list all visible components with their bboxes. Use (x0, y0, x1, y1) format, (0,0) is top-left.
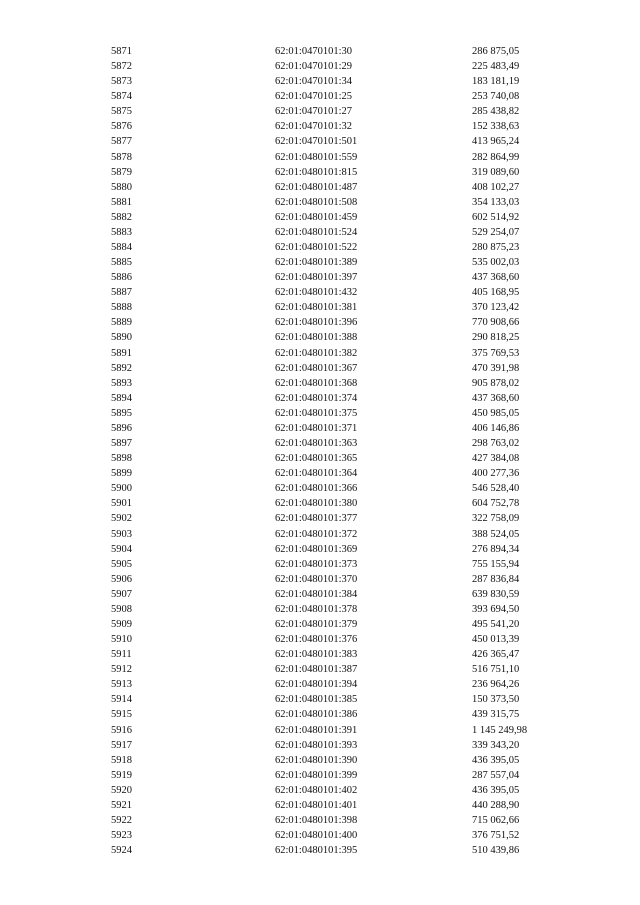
row-number: 5918 (111, 754, 132, 766)
cadastral-value: 529 254,07 (472, 226, 520, 238)
cadastral-number: 62:01:0480101:373 (275, 558, 358, 570)
cadastral-value-table (0, 44, 640, 858)
row-number: 5903 (111, 528, 132, 540)
cadastral-value: 602 514,92 (472, 211, 520, 223)
cadastral-value: 354 133,03 (472, 196, 520, 208)
cadastral-number: 62:01:0480101:396 (275, 317, 358, 329)
cadastral-number: 62:01:0480101:508 (275, 196, 358, 208)
table-row (0, 783, 640, 798)
cadastral-value: 755 155,94 (472, 558, 520, 570)
cadastral-number: 62:01:0480101:487 (275, 181, 358, 193)
cadastral-value: 183 181,19 (472, 76, 520, 88)
table-row (0, 527, 640, 542)
cadastral-number: 62:01:0480101:559 (275, 151, 358, 163)
cadastral-value: 286 875,05 (472, 46, 520, 57)
row-number: 5894 (111, 392, 132, 404)
row-number: 5897 (111, 438, 132, 450)
cadastral-number: 62:01:0480101:377 (275, 513, 358, 525)
cadastral-value: 470 391,98 (472, 362, 520, 374)
cadastral-number: 62:01:0480101:387 (275, 664, 358, 676)
table-row (0, 662, 640, 677)
table-row (0, 466, 640, 481)
cadastral-value: 413 965,24 (472, 136, 520, 148)
cadastral-value: 436 395,05 (472, 754, 520, 766)
cadastral-number: 62:01:0480101:382 (275, 347, 358, 359)
row-number: 5900 (111, 483, 132, 495)
table-row (0, 195, 640, 210)
cadastral-number: 62:01:0470101:34 (275, 76, 353, 88)
cadastral-number: 62:01:0470101:32 (275, 121, 353, 133)
cadastral-number: 62:01:0480101:522 (275, 242, 358, 254)
table-row (0, 511, 640, 526)
cadastral-value: 375 769,53 (472, 347, 520, 359)
cadastral-value: 604 752,78 (472, 498, 520, 510)
row-number: 5898 (111, 453, 132, 465)
cadastral-number: 62:01:0480101:398 (275, 814, 358, 826)
row-number: 5914 (111, 694, 132, 706)
table-row (0, 119, 640, 134)
table-row (0, 59, 640, 74)
row-number: 5917 (111, 739, 132, 751)
cadastral-number: 62:01:0480101:375 (275, 407, 358, 419)
cadastral-value: 225 483,49 (472, 61, 520, 73)
table-row (0, 180, 640, 195)
cadastral-value: 450 985,05 (472, 407, 520, 419)
cadastral-value: 282 864,99 (472, 151, 520, 163)
row-number: 5878 (111, 151, 132, 163)
cadastral-value: 440 288,90 (472, 799, 520, 811)
cadastral-number: 62:01:0480101:383 (275, 649, 358, 661)
cadastral-number: 62:01:0480101:393 (275, 739, 358, 751)
cadastral-number: 62:01:0480101:378 (275, 603, 358, 615)
table-row (0, 300, 640, 315)
table-row (0, 828, 640, 843)
cadastral-value: 510 439,86 (472, 845, 520, 857)
cadastral-value: 339 343,20 (472, 739, 520, 751)
row-number: 5880 (111, 181, 132, 193)
cadastral-value: 400 277,36 (472, 468, 520, 480)
cadastral-value: 376 751,52 (472, 830, 520, 842)
table-row (0, 361, 640, 376)
row-number: 5886 (111, 272, 132, 284)
cadastral-number: 62:01:0480101:394 (275, 679, 358, 691)
cadastral-number: 62:01:0480101:370 (275, 573, 358, 585)
cadastral-value: 287 836,84 (472, 573, 520, 585)
cadastral-number: 62:01:0480101:379 (275, 618, 358, 630)
row-number: 5905 (111, 558, 132, 570)
cadastral-number: 62:01:0480101:369 (275, 543, 358, 555)
cadastral-number: 62:01:0480101:376 (275, 634, 358, 646)
cadastral-number: 62:01:0480101:380 (275, 498, 358, 510)
row-number: 5920 (111, 784, 132, 796)
row-number: 5888 (111, 302, 132, 314)
cadastral-value: 639 830,59 (472, 588, 520, 600)
row-number: 5872 (111, 61, 132, 73)
row-number: 5911 (111, 649, 132, 661)
cadastral-number: 62:01:0480101:367 (275, 362, 358, 374)
cadastral-number: 62:01:0480101:400 (275, 830, 358, 842)
cadastral-value: 427 384,08 (472, 453, 520, 465)
cadastral-value: 436 395,05 (472, 784, 520, 796)
table-row (0, 768, 640, 783)
cadastral-number: 62:01:0470101:27 (275, 106, 353, 118)
table-row (0, 692, 640, 707)
cadastral-value: 290 818,25 (472, 332, 520, 344)
cadastral-number: 62:01:0480101:366 (275, 483, 358, 495)
cadastral-value: 715 062,66 (472, 814, 520, 826)
cadastral-number: 62:01:0480101:401 (275, 799, 358, 811)
table-row (0, 798, 640, 813)
table-row (0, 436, 640, 451)
cadastral-number: 62:01:0480101:371 (275, 422, 358, 434)
row-number: 5885 (111, 257, 132, 269)
cadastral-number: 62:01:0480101:432 (275, 287, 358, 299)
table-row (0, 813, 640, 828)
cadastral-value: 405 168,95 (472, 287, 520, 299)
cadastral-value: 437 368,60 (472, 392, 520, 404)
row-number: 5910 (111, 634, 132, 646)
table-row (0, 44, 640, 59)
table-row (0, 255, 640, 270)
table-row (0, 89, 640, 104)
row-number: 5887 (111, 287, 132, 299)
cadastral-number: 62:01:0480101:397 (275, 272, 358, 284)
row-number: 5875 (111, 106, 132, 118)
table-row (0, 210, 640, 225)
row-number: 5889 (111, 317, 132, 329)
table-row (0, 753, 640, 768)
row-number: 5895 (111, 407, 132, 419)
cadastral-number: 62:01:0480101:363 (275, 438, 358, 450)
cadastral-value: 276 894,34 (472, 543, 520, 555)
cadastral-number: 62:01:0470101:30 (275, 46, 353, 57)
table-row (0, 707, 640, 722)
row-number: 5896 (111, 422, 132, 434)
row-number: 5901 (111, 498, 132, 510)
cadastral-number: 62:01:0480101:390 (275, 754, 358, 766)
row-number: 5906 (111, 573, 132, 585)
cadastral-number: 62:01:0480101:388 (275, 332, 358, 344)
cadastral-value: 150 373,50 (472, 694, 520, 706)
table-row (0, 677, 640, 692)
table-row (0, 406, 640, 421)
cadastral-number: 62:01:0470101:29 (275, 61, 353, 73)
cadastral-value: 152 338,63 (472, 121, 520, 133)
cadastral-value: 285 438,82 (472, 106, 520, 118)
table-row (0, 376, 640, 391)
cadastral-number: 62:01:0480101:364 (275, 468, 358, 480)
cadastral-value: 236 964,26 (472, 679, 520, 691)
row-number: 5902 (111, 513, 132, 525)
table-row (0, 451, 640, 466)
cadastral-value: 439 315,75 (472, 709, 520, 721)
row-number: 5892 (111, 362, 132, 374)
cadastral-value: 516 751,10 (472, 664, 520, 676)
cadastral-value: 408 102,27 (472, 181, 520, 193)
cadastral-number: 62:01:0480101:381 (275, 302, 358, 314)
table-row (0, 150, 640, 165)
row-number: 5871 (111, 46, 132, 57)
cadastral-number: 62:01:0480101:815 (275, 166, 358, 178)
row-number: 5924 (111, 845, 132, 857)
row-number: 5915 (111, 709, 132, 721)
cadastral-value: 280 875,23 (472, 242, 520, 254)
cadastral-value: 450 013,39 (472, 634, 520, 646)
row-number: 5909 (111, 618, 132, 630)
cadastral-value: 393 694,50 (472, 603, 520, 615)
cadastral-value: 905 878,02 (472, 377, 520, 389)
table-row (0, 240, 640, 255)
row-number: 5904 (111, 543, 132, 555)
row-number: 5922 (111, 814, 132, 826)
table-row (0, 225, 640, 240)
row-number: 5874 (111, 91, 132, 103)
row-number: 5913 (111, 679, 132, 691)
cadastral-value: 287 557,04 (472, 769, 520, 781)
table-row (0, 542, 640, 557)
table-row (0, 285, 640, 300)
row-number: 5881 (111, 196, 132, 208)
table-row (0, 602, 640, 617)
cadastral-number: 62:01:0480101:389 (275, 257, 358, 269)
row-number: 5879 (111, 166, 132, 178)
row-number: 5884 (111, 242, 132, 254)
table-row (0, 74, 640, 89)
table-row (0, 647, 640, 662)
table-row (0, 421, 640, 436)
table-row (0, 134, 640, 149)
row-number: 5882 (111, 211, 132, 223)
row-number: 5876 (111, 121, 132, 133)
table-row (0, 843, 640, 858)
row-number: 5919 (111, 769, 132, 781)
cadastral-value: 370 123,42 (472, 302, 520, 314)
cadastral-number: 62:01:0480101:524 (275, 226, 358, 238)
row-number: 5877 (111, 136, 132, 148)
table-row (0, 391, 640, 406)
table-row (0, 617, 640, 632)
cadastral-value: 437 368,60 (472, 272, 520, 284)
row-number: 5921 (111, 799, 132, 811)
cadastral-number: 62:01:0480101:395 (275, 845, 358, 857)
table-row (0, 104, 640, 119)
cadastral-number: 62:01:0480101:374 (275, 392, 358, 404)
cadastral-number: 62:01:0480101:384 (275, 588, 358, 600)
table-row (0, 165, 640, 180)
cadastral-value: 253 740,08 (472, 91, 520, 103)
cadastral-value: 546 528,40 (472, 483, 520, 495)
table-row (0, 270, 640, 285)
cadastral-number: 62:01:0480101:365 (275, 453, 358, 465)
row-number: 5873 (111, 76, 132, 88)
cadastral-number: 62:01:0480101:391 (275, 724, 358, 736)
cadastral-value: 319 089,60 (472, 166, 520, 178)
cadastral-value: 495 541,20 (472, 618, 520, 630)
table-row (0, 315, 640, 330)
cadastral-value: 406 146,86 (472, 422, 520, 434)
table-row (0, 738, 640, 753)
row-number: 5883 (111, 226, 132, 238)
cadastral-number: 62:01:0480101:399 (275, 769, 358, 781)
cadastral-value: 535 002,03 (472, 257, 520, 269)
row-number: 5916 (111, 724, 132, 736)
table-row (0, 557, 640, 572)
cadastral-value: 388 524,05 (472, 528, 520, 540)
table-row (0, 481, 640, 496)
row-number: 5891 (111, 347, 132, 359)
cadastral-number: 62:01:0480101:372 (275, 528, 358, 540)
cadastral-number: 62:01:0480101:368 (275, 377, 358, 389)
cadastral-value: 1 145 249,98 (472, 724, 528, 736)
cadastral-value: 770 908,66 (472, 317, 520, 329)
table-row (0, 587, 640, 602)
cadastral-value: 426 365,47 (472, 649, 520, 661)
cadastral-number: 62:01:0470101:25 (275, 91, 353, 103)
cadastral-number: 62:01:0480101:386 (275, 709, 358, 721)
row-number: 5908 (111, 603, 132, 615)
table-row (0, 346, 640, 361)
cadastral-number: 62:01:0480101:402 (275, 784, 358, 796)
cadastral-number: 62:01:0480101:385 (275, 694, 358, 706)
cadastral-number: 62:01:0480101:459 (275, 211, 358, 223)
row-number: 5923 (111, 830, 132, 842)
row-number: 5893 (111, 377, 132, 389)
row-number: 5890 (111, 332, 132, 344)
table-row (0, 330, 640, 345)
cadastral-value: 322 758,09 (472, 513, 520, 525)
row-number: 5907 (111, 588, 132, 600)
table-row (0, 572, 640, 587)
table-row (0, 723, 640, 738)
table-row (0, 632, 640, 647)
table-row (0, 496, 640, 511)
cadastral-value: 298 763,02 (472, 438, 520, 450)
cadastral-number: 62:01:0470101:501 (275, 136, 358, 148)
row-number: 5912 (111, 664, 132, 676)
row-number: 5899 (111, 468, 132, 480)
